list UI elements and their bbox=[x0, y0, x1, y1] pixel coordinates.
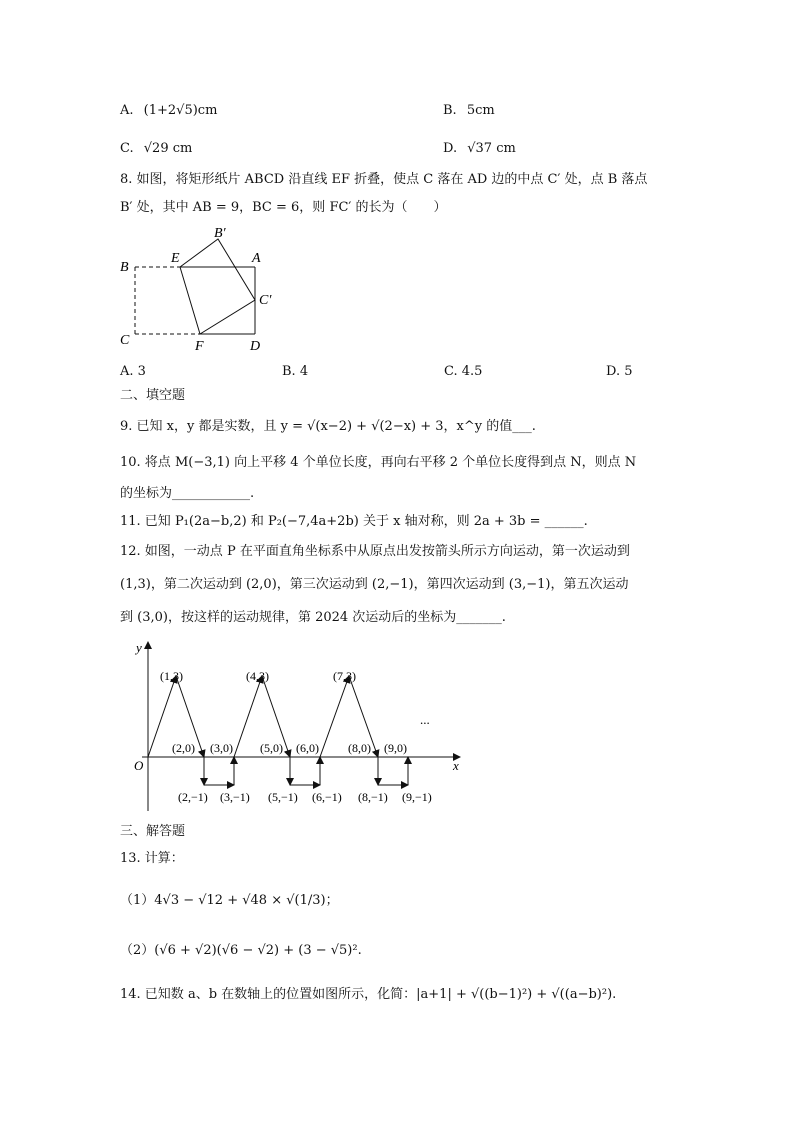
option-text: √29 cm bbox=[143, 141, 193, 156]
q13-part2: （2）(√6 + √2)(√6 − √2) + (3 − √5)². bbox=[120, 943, 362, 958]
low-point-label: (8,−1) bbox=[358, 790, 388, 804]
q13-head: 13. 计算： bbox=[120, 851, 184, 866]
q12-line1: 12. 如图，一动点 P 在平面直角坐标系中从原点出发按箭头所示方向运动，第一次运动到 bbox=[120, 544, 630, 559]
q14-text: 14. 已知数 a、b 在数轴上的位置如图所示，化简：|a+1| + √((b−1)²) + √((a−b)²). bbox=[120, 987, 617, 1002]
move-segment bbox=[320, 676, 349, 757]
q8-line1: 8. 如图，将矩形纸片 ABCD 沿直线 EF 折叠，使点 C 落在 AD 边的中点 C′ 处，点 B 落点 bbox=[120, 172, 648, 187]
q11-text: 11. 已知 P₁(2a−b,2) 和 P₂(−7,4a+2b) 关于 x 轴对称，则 2a + 3b = ______. bbox=[120, 514, 588, 529]
low-point-label: (9,−1) bbox=[402, 790, 432, 804]
peak-label: (4,3) bbox=[246, 669, 269, 683]
x-axis-label: x bbox=[453, 758, 459, 773]
label-b-prime: B′ bbox=[214, 226, 226, 241]
axis-point-label: (6,0) bbox=[296, 741, 319, 755]
q10-line2: 的坐标为____________. bbox=[120, 486, 255, 501]
folded-quadrilateral bbox=[180, 239, 255, 334]
label-c: C bbox=[120, 333, 130, 348]
axis-point-label: (3,0) bbox=[210, 741, 233, 755]
low-point-label: (2,−1) bbox=[178, 790, 208, 804]
q8-option-d: D. 5 bbox=[606, 364, 633, 379]
q9-text: 9. 已知 x，y 都是实数，且 y = √(x−2) + √(2−x) + 3，x^y 的值___. bbox=[120, 419, 536, 434]
option-b bbox=[443, 101, 495, 121]
peak-label: (1,3) bbox=[160, 669, 183, 683]
q12-coordinate-figure bbox=[120, 636, 470, 811]
option-text: √37 cm bbox=[467, 141, 516, 156]
low-point-label: (6,−1) bbox=[312, 790, 342, 804]
label-f: F bbox=[195, 339, 204, 354]
option-letter: B. bbox=[443, 103, 457, 118]
q8-figure bbox=[110, 222, 290, 357]
option-a bbox=[120, 101, 217, 121]
low-point-label: (3,−1) bbox=[220, 790, 250, 804]
origin-label: O bbox=[134, 758, 144, 773]
q8-line2: B′ 处，其中 AB = 9，BC = 6，则 FC′ 的长为（ ） bbox=[120, 200, 447, 215]
axis-point-label: (8,0) bbox=[348, 741, 371, 755]
label-d: D bbox=[250, 339, 261, 354]
option-c bbox=[120, 139, 192, 159]
ellipsis: ... bbox=[420, 712, 430, 727]
move-segment bbox=[234, 676, 262, 757]
axis-point-label: (5,0) bbox=[260, 741, 283, 755]
option-letter: D. bbox=[443, 141, 458, 156]
option-d bbox=[443, 139, 516, 159]
q12-line3: 到 (3,0)，按这样的运动规律，第 2024 次运动后的坐标为_______. bbox=[120, 610, 506, 625]
q13-part1: （1）4√3 − √12 + √48 × √(1/3)； bbox=[120, 893, 339, 908]
q10-line1: 10. 将点 M(−3,1) 向上平移 4 个单位长度，再向右平移 2 个单位长度得到点 N，则点 N bbox=[120, 455, 637, 470]
option-text: 5cm bbox=[466, 103, 495, 118]
section-heading-solve: 三、解答题 bbox=[120, 824, 186, 839]
section-heading-fill-in: 二、填空题 bbox=[120, 388, 186, 403]
q8-option-c: C. 4.5 bbox=[444, 364, 483, 379]
label-e: E bbox=[171, 251, 180, 266]
option-text: (1+2√5)cm bbox=[143, 103, 218, 118]
axis-point-label: (2,0) bbox=[172, 741, 195, 755]
y-axis-label: y bbox=[136, 640, 142, 655]
option-letter: C. bbox=[120, 141, 134, 156]
axis-point-label: (9,0) bbox=[384, 741, 407, 755]
label-b: B bbox=[120, 260, 129, 275]
option-letter: A. bbox=[120, 103, 134, 118]
q12-line2: (1,3)，第二次运动到 (2,0)，第三次运动到 (2,−1)，第四次运动到 (3,−1)，第五次运动 bbox=[120, 577, 629, 592]
label-a: A bbox=[252, 251, 261, 266]
q8-option-a: A. 3 bbox=[120, 364, 146, 379]
q8-option-b: B. 4 bbox=[282, 364, 309, 379]
label-c-prime: C′ bbox=[259, 293, 272, 308]
peak-label: (7,3) bbox=[333, 669, 356, 683]
low-point-label: (5,−1) bbox=[268, 790, 298, 804]
